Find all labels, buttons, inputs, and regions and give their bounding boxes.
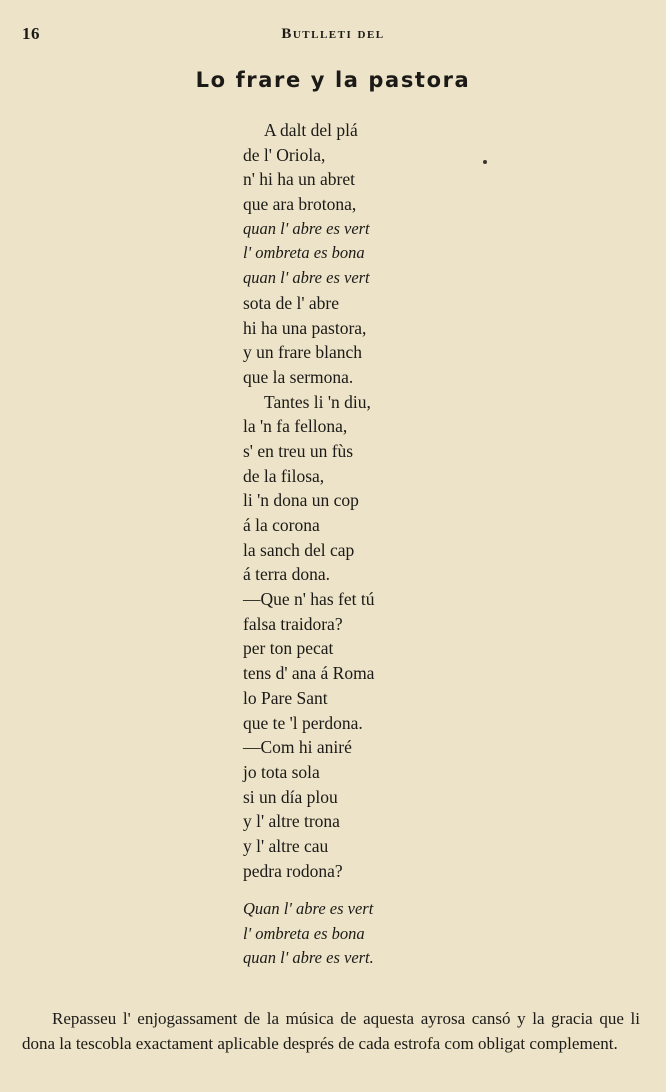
poem-line: de l' Oriola,: [243, 144, 326, 165]
poem-refrain: [243, 897, 374, 971]
poem-line: y l' altre trona: [243, 811, 340, 832]
refrain-line: l' ombreta es bona: [243, 923, 365, 943]
poem-line: que ara brotona,: [243, 194, 357, 215]
poem-line: s' en treu un fùs: [243, 440, 354, 461]
poem-line: que te 'l perdona.: [243, 712, 363, 733]
poem-line: y un frare blanch: [243, 342, 363, 363]
poem-line: sota de l' abre: [243, 292, 339, 313]
poem-line: si un día plou: [243, 786, 338, 807]
page-number: 16: [22, 24, 40, 43]
poem-line: hi ha una pastora,: [243, 317, 367, 338]
poem-line: de la filosa,: [243, 465, 325, 486]
poem-line: y l' altre cau: [243, 835, 329, 856]
poem-title: Lo frare y la pastora: [195, 68, 471, 92]
poem-line: la sanch del cap: [243, 539, 355, 560]
poem-line: —Que n' has fet tú: [243, 589, 375, 610]
poem-line: per ton pecat: [243, 638, 334, 659]
poem-line: falsa traidora?: [243, 613, 343, 634]
poem-line: á terra dona.: [243, 564, 330, 585]
poem-body: [243, 118, 374, 883]
poem-line: tens d' ana á Roma: [243, 663, 375, 684]
poem-line-italic: l' ombreta es bona: [243, 243, 365, 263]
poem-line: á la corona: [243, 515, 320, 535]
poem-line: li 'n dona un cop: [243, 490, 359, 511]
poem-line: Tantes li 'n diu,: [264, 391, 371, 412]
poem-line: A dalt del plá: [264, 120, 358, 140]
poem-line: n' hi ha un abret: [243, 169, 356, 190]
poem-line: pedra rodona?: [243, 860, 343, 881]
poem-line: —Com hi aniré: [243, 737, 352, 758]
poem-line-italic: quan l' abre es vert: [243, 268, 370, 288]
poem-line: que la sermona.: [243, 366, 354, 387]
refrain-line: quan l' abre es vert.: [243, 948, 374, 967]
poem-line-italic: quan l' abre es vert: [243, 218, 370, 238]
poem-line: jo tota sola: [243, 761, 320, 782]
refrain-line: Quan l' abre es vert: [243, 899, 374, 918]
poem-line: la 'n fa fellona,: [243, 416, 348, 437]
ink-speck: [483, 160, 487, 164]
running-header: Butlleti del: [281, 26, 385, 42]
poem-line: lo Pare Sant: [243, 687, 328, 708]
commentary-paragraph: Repasseu l' enjogassament de la música de aquesta ayrosa cansó y la gracia que li dona la tescobla exactament aplicable després de cada estrofa com obligat complement.: [22, 1009, 640, 1053]
